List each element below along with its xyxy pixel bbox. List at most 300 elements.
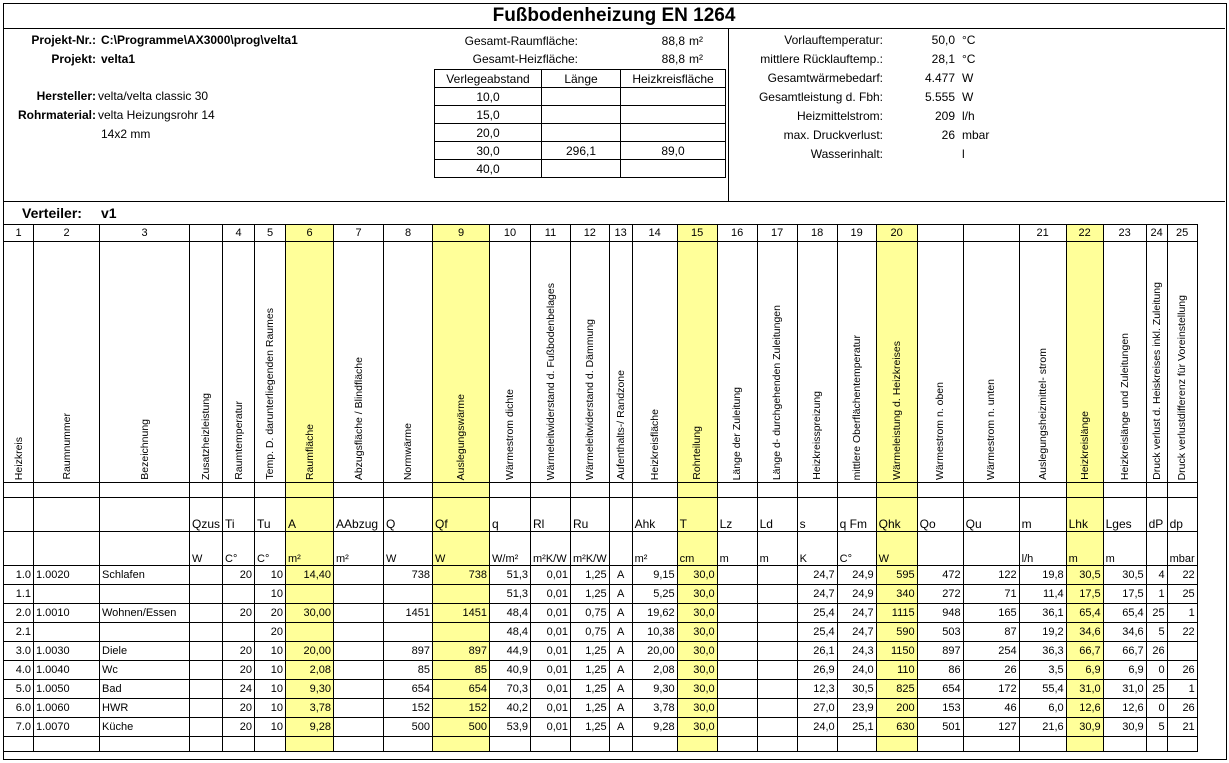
table-cell [717, 661, 757, 680]
column-title-cell [4, 242, 34, 483]
spacing-cell [621, 106, 726, 124]
table-cell [190, 623, 223, 642]
table-cell: 9,28 [286, 718, 334, 737]
table-cell: 14,40 [286, 566, 334, 585]
table-cell: A [609, 718, 632, 737]
column-unit [963, 532, 1019, 566]
table-cell [757, 566, 797, 585]
table-cell: 165 [963, 604, 1019, 623]
column-title-cell [609, 242, 632, 483]
table-cell: 2.0 [4, 604, 34, 623]
column-number: 24 [1146, 225, 1167, 242]
column-unit [4, 532, 34, 566]
table-cell: 22 [1167, 623, 1197, 642]
table-cell: 65,4 [1103, 604, 1146, 623]
column-number: 2 [34, 225, 100, 242]
table-cell [717, 642, 757, 661]
table-cell [190, 604, 223, 623]
summary-value: 50,0 [931, 33, 955, 47]
column-title: Druck verlust d. Heiskreises inkl. Zuleitung [1150, 282, 1163, 480]
column-number: 20 [876, 225, 917, 242]
table-cell: 85 [433, 661, 490, 680]
column-number: 6 [286, 225, 334, 242]
table-row [4, 642, 1198, 661]
table-cell: 24,7 [837, 604, 876, 623]
table-cell [190, 680, 223, 699]
table-cell: 48,4 [490, 623, 531, 642]
column-symbol: Qu [963, 498, 1019, 532]
table-cell [717, 680, 757, 699]
column-unit: m [717, 532, 757, 566]
summary-unit: mbar [962, 128, 990, 142]
table-cell: A [609, 680, 632, 699]
empty-cell [490, 737, 531, 752]
project-name-value: velta1 [101, 52, 136, 66]
column-title: Heizkreis [12, 436, 25, 480]
column-number [963, 225, 1019, 242]
total-room-area-unit: m² [689, 34, 703, 48]
column-title-cell [223, 242, 255, 483]
column-unit: m²K/W [531, 532, 571, 566]
spacer-cell [917, 483, 963, 498]
table-cell: 10 [255, 699, 286, 718]
spacing-header: Heizkreisfläche [621, 70, 726, 88]
column-number: 12 [571, 225, 610, 242]
spacing-header-row [435, 70, 726, 88]
empty-cell [531, 737, 571, 752]
empty-cell [433, 737, 490, 752]
table-cell: 6,9 [1103, 661, 1146, 680]
unit-row [4, 532, 1198, 566]
table-cell [190, 661, 223, 680]
pipe-dimension: 14x2 mm [101, 127, 151, 141]
table-cell: 152 [384, 699, 433, 718]
column-unit: K [797, 532, 837, 566]
table-cell: 0,75 [571, 604, 610, 623]
empty-cell [286, 737, 334, 752]
column-title-cell [190, 242, 223, 483]
table-cell: 26,1 [797, 642, 837, 661]
distributor-value: v1 [101, 205, 117, 221]
table-cell: Wohnen/Essen [100, 604, 190, 623]
spacing-cell: 89,0 [621, 142, 726, 160]
spacer-cell [286, 483, 334, 498]
info-divider [728, 29, 729, 201]
table-cell: 10 [255, 642, 286, 661]
table-cell: 20,00 [286, 642, 334, 661]
spacer-cell [1146, 483, 1167, 498]
table-cell: 25,1 [837, 718, 876, 737]
table-cell: 30,9 [1103, 718, 1146, 737]
table-cell: 26,9 [797, 661, 837, 680]
summary-value: 209 [934, 109, 955, 123]
column-title-cell [100, 242, 190, 483]
column-title: Auslegungswärme [455, 393, 468, 480]
table-cell: 10 [255, 680, 286, 699]
table-cell: 2,08 [632, 661, 677, 680]
summary-value: 5.555 [924, 90, 955, 104]
total-heat-area-value: 88,8 [661, 52, 685, 66]
table-cell: 0,01 [531, 718, 571, 737]
column-number: 23 [1103, 225, 1146, 242]
table-cell: 53,9 [490, 718, 531, 737]
table-cell: 17,5 [1066, 585, 1103, 604]
column-title: Wärmestrom n. oben [934, 381, 947, 480]
table-cell: 654 [384, 680, 433, 699]
column-title-cell [34, 242, 100, 483]
table-cell: 26 [963, 661, 1019, 680]
column-symbol: Qf [433, 498, 490, 532]
spacer-cell [190, 483, 223, 498]
table-cell: 2,08 [286, 661, 334, 680]
spacer-cell [255, 483, 286, 498]
project-nr-value: C:\Programme\AX3000\prog\velta1 [101, 33, 298, 47]
empty-cell [609, 737, 632, 752]
column-number: 7 [334, 225, 384, 242]
table-cell [334, 661, 384, 680]
table-cell [100, 623, 190, 642]
table-cell: 1.0030 [34, 642, 100, 661]
table-cell: 24,0 [837, 661, 876, 680]
table-cell: 5 [1146, 718, 1167, 737]
table-cell [757, 623, 797, 642]
spacing-header: Verlegeabstand [435, 70, 542, 88]
table-cell: 20 [223, 566, 255, 585]
table-cell: 30,9 [1066, 718, 1103, 737]
spacer-cell [571, 483, 610, 498]
table-cell [757, 642, 797, 661]
table-cell: 153 [917, 699, 963, 718]
table-cell: Bad [100, 680, 190, 699]
spacer-cell [490, 483, 531, 498]
table-cell: 0,01 [531, 661, 571, 680]
column-number: 8 [384, 225, 433, 242]
column-title-cell [286, 242, 334, 483]
table-cell: 590 [876, 623, 917, 642]
column-title: Raumtemperatur [232, 401, 245, 480]
table-cell: 0,01 [531, 623, 571, 642]
column-unit: W/m² [490, 532, 531, 566]
column-symbol: T [677, 498, 717, 532]
table-cell [717, 623, 757, 642]
column-title-cell [255, 242, 286, 483]
table-row [4, 680, 1198, 699]
column-title-row [4, 242, 1198, 483]
table-cell: 9,15 [632, 566, 677, 585]
spacing-cell: 30,0 [435, 142, 542, 160]
table-cell: Schlafen [100, 566, 190, 585]
table-cell: 6,0 [1019, 699, 1066, 718]
table-cell: 630 [876, 718, 917, 737]
table-cell: 12,3 [797, 680, 837, 699]
table-cell: 6.0 [4, 699, 34, 718]
spacer-cell [1019, 483, 1066, 498]
manufacturer-label: Hersteller: [36, 89, 96, 103]
table-cell: 4.0 [4, 661, 34, 680]
column-title-cell [1103, 242, 1146, 483]
table-cell: 25 [1167, 585, 1197, 604]
table-cell: 26 [1146, 642, 1167, 661]
table-cell: 0,01 [531, 585, 571, 604]
table-cell: 500 [433, 718, 490, 737]
table-cell: 24,7 [837, 623, 876, 642]
table-cell: 0 [1146, 699, 1167, 718]
table-cell [433, 585, 490, 604]
table-cell: 66,7 [1103, 642, 1146, 661]
column-unit [609, 532, 632, 566]
column-title-cell [917, 242, 963, 483]
summary-unit: W [962, 90, 974, 104]
column-title: Rohrteilung [691, 426, 704, 480]
table-cell [334, 642, 384, 661]
spacer-cell [4, 483, 34, 498]
table-cell [384, 585, 433, 604]
column-title: Heizkreislänge [1078, 411, 1091, 480]
table-cell: 1,25 [571, 642, 610, 661]
table-cell: 30,0 [677, 642, 717, 661]
column-unit: W [190, 532, 223, 566]
table-cell: 34,6 [1103, 623, 1146, 642]
summary-label: Wasserinhalt: [810, 147, 883, 161]
empty-cell [255, 737, 286, 752]
table-cell: 36,1 [1019, 604, 1066, 623]
table-cell: 26 [1167, 699, 1197, 718]
column-symbol [100, 498, 190, 532]
table-cell: 21 [1167, 718, 1197, 737]
empty-cell [190, 737, 223, 752]
table-cell: 825 [876, 680, 917, 699]
spacing-cell [542, 160, 621, 178]
summary-label: Gesamtwärmebedarf: [767, 71, 883, 85]
table-cell [334, 604, 384, 623]
column-title: Druck verlustdifferenz für Voreinstellung [1176, 294, 1189, 480]
table-cell: 51,3 [490, 566, 531, 585]
table-cell: 34,6 [1066, 623, 1103, 642]
column-title-cell [677, 242, 717, 483]
table-cell: 10 [255, 566, 286, 585]
summary-label: mittlere Rücklauftemp.: [760, 52, 883, 66]
table-cell: 1,25 [571, 699, 610, 718]
table-cell: 254 [963, 642, 1019, 661]
table-cell: 500 [384, 718, 433, 737]
page-title: Fußbodenheizung EN 1264 [492, 5, 736, 26]
column-unit: C° [223, 532, 255, 566]
project-name-label: Projekt: [51, 52, 96, 66]
column-title-cell [717, 242, 757, 483]
column-symbol: q Fm [837, 498, 876, 532]
total-heat-area-label: Gesamt-Heizfläche: [472, 52, 578, 66]
table-cell: 20 [255, 604, 286, 623]
column-title: Wärmeleistung d. Heizkreises [890, 341, 903, 480]
table-row [4, 566, 1198, 585]
column-symbol: Qhk [876, 498, 917, 532]
column-unit [34, 532, 100, 566]
column-title-cell [1167, 242, 1197, 483]
empty-cell [100, 737, 190, 752]
table-cell: 30,0 [677, 566, 717, 585]
column-number: 21 [1019, 225, 1066, 242]
table-cell: 1451 [384, 604, 433, 623]
table-cell: 1.0060 [34, 699, 100, 718]
table-cell: 17,5 [1103, 585, 1146, 604]
column-number: 4 [223, 225, 255, 242]
table-cell: 48,4 [490, 604, 531, 623]
column-title-cell [632, 242, 677, 483]
empty-cell [1103, 737, 1146, 752]
spacer-cell [717, 483, 757, 498]
spacer-cell [531, 483, 571, 498]
column-title: Wärmeleitwiderstand d. Fußbodenbelages [544, 282, 557, 480]
column-title-cell [384, 242, 433, 483]
column-title: Wärmestrom n. unten [985, 379, 998, 480]
table-cell: 0 [1146, 661, 1167, 680]
table-cell [757, 680, 797, 699]
table-cell [334, 699, 384, 718]
summary-label: Heizmittelstrom: [796, 109, 883, 123]
spacing-cell: 296,1 [542, 142, 621, 160]
column-symbol [609, 498, 632, 532]
table-cell: 340 [876, 585, 917, 604]
spacing-cell [621, 124, 726, 142]
table-cell [190, 566, 223, 585]
spacer-cell [797, 483, 837, 498]
table-cell: Wc [100, 661, 190, 680]
column-title-cell [334, 242, 384, 483]
table-cell [717, 566, 757, 585]
table-cell: 9,30 [286, 680, 334, 699]
column-title: Bezeichnung [138, 419, 151, 480]
spacer-cell [34, 483, 100, 498]
summary-value: 4.477 [924, 71, 955, 85]
summary-value: 26 [941, 128, 955, 142]
spacer-cell [384, 483, 433, 498]
spacing-row [435, 142, 726, 160]
spacer-cell [100, 483, 190, 498]
table-cell: 20 [223, 642, 255, 661]
table-cell [717, 604, 757, 623]
table-row [4, 623, 1198, 642]
table-cell: 10 [255, 718, 286, 737]
column-title-cell [571, 242, 610, 483]
table-cell: A [609, 623, 632, 642]
column-symbol: Tu [255, 498, 286, 532]
table-cell [717, 718, 757, 737]
total-room-area-label: Gesamt-Raumfläche: [464, 34, 578, 48]
column-title-cell [757, 242, 797, 483]
summary-label: Vorlauftemperatur: [784, 33, 883, 47]
column-number: 18 [797, 225, 837, 242]
spacing-cell [542, 106, 621, 124]
table-cell: HWR [100, 699, 190, 718]
table-cell [384, 623, 433, 642]
column-title: Abzugsfläche / Blindfläche [352, 356, 365, 480]
table-cell: 30,0 [677, 661, 717, 680]
spacing-table [434, 69, 726, 178]
empty-cell [334, 737, 384, 752]
table-cell: 20 [223, 661, 255, 680]
summary-label: max. Druckverlust: [783, 128, 883, 142]
spacing-cell: 40,0 [435, 160, 542, 178]
empty-cell [797, 737, 837, 752]
total-heat-area-unit: m² [689, 52, 703, 66]
column-symbol: Q [384, 498, 433, 532]
column-symbol: Lz [717, 498, 757, 532]
column-number: 14 [632, 225, 677, 242]
table-cell: 30,5 [1103, 566, 1146, 585]
table-cell [757, 699, 797, 718]
table-cell [190, 642, 223, 661]
table-cell [34, 585, 100, 604]
table-cell: 27,0 [797, 699, 837, 718]
table-cell: 472 [917, 566, 963, 585]
spacing-cell [621, 88, 726, 106]
column-title-cell [1146, 242, 1167, 483]
table-cell: 200 [876, 699, 917, 718]
table-cell: 1.0010 [34, 604, 100, 623]
table-cell: 654 [917, 680, 963, 699]
column-symbol [4, 498, 34, 532]
table-cell: 24,9 [837, 585, 876, 604]
table-cell: 24,3 [837, 642, 876, 661]
table-cell: 30,0 [677, 604, 717, 623]
table-cell: 595 [876, 566, 917, 585]
column-symbol: s [797, 498, 837, 532]
spacing-header: Länge [542, 70, 621, 88]
table-cell: A [609, 642, 632, 661]
column-number [917, 225, 963, 242]
table-cell: 172 [963, 680, 1019, 699]
table-cell: 25,4 [797, 623, 837, 642]
spacer-cell [1103, 483, 1146, 498]
column-title: Länge d- durchgehenden Zuleitungen [771, 304, 784, 480]
table-cell [1167, 642, 1197, 661]
table-cell: 0,75 [571, 623, 610, 642]
spacer-cell [876, 483, 917, 498]
table-cell [433, 623, 490, 642]
table-cell: 3,78 [286, 699, 334, 718]
column-title-cell [797, 242, 837, 483]
column-unit: mbar [1167, 532, 1197, 566]
column-unit: W [384, 532, 433, 566]
symbol-row [4, 498, 1198, 532]
spacing-cell [621, 160, 726, 178]
table-cell: 3.0 [4, 642, 34, 661]
column-number: 3 [100, 225, 190, 242]
spacing-cell: 20,0 [435, 124, 542, 142]
table-cell: 46 [963, 699, 1019, 718]
column-number: 13 [609, 225, 632, 242]
table-cell: 31,0 [1103, 680, 1146, 699]
pipe-material-label: Rohrmaterial: [17, 108, 96, 122]
spacing-row [435, 106, 726, 124]
table-cell: 24,7 [797, 585, 837, 604]
table-cell: 127 [963, 718, 1019, 737]
spacer-row [4, 483, 1198, 498]
column-title-cell [433, 242, 490, 483]
table-cell: 1 [1167, 604, 1197, 623]
table-cell: 6,9 [1066, 661, 1103, 680]
table-cell [717, 585, 757, 604]
empty-cell [571, 737, 610, 752]
table-cell: 20 [223, 718, 255, 737]
table-cell: 1,25 [571, 661, 610, 680]
table-cell: 9,28 [632, 718, 677, 737]
table-cell: 1.0040 [34, 661, 100, 680]
spacer-cell [1066, 483, 1103, 498]
total-room-area-value: 88,8 [661, 34, 685, 48]
table-cell: 897 [433, 642, 490, 661]
table-cell: 897 [384, 642, 433, 661]
